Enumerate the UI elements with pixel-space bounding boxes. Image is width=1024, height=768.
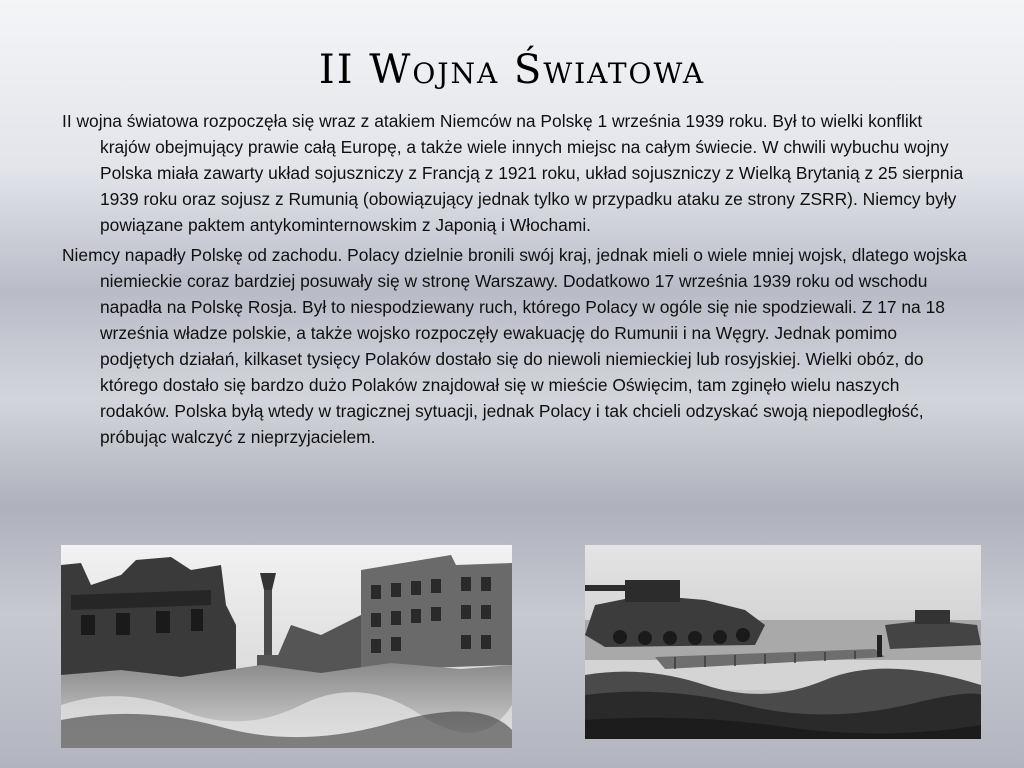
photo-warsaw-ruins: [61, 545, 512, 748]
paragraph-invasion: Niemcy napadły Polskę od zachodu. Polacy dzielnie bronili swój kraj, jednak mieli o wiele mniej wojsk, dlatego wojska niemieckie coraz bardziej posuwały się w stronę Warszawy. Dodatkowo 17 września 1939 roku od wschodu napadła na Polskę Rosja. Był to niespodziewany ruch, którego Polacy w ogóle się nie spodziewali. Z 17 na 18 września władze polskie, a także wojsko rozpoczęły ewakuację do Rumunii i na Węgry. Jednak pomimo podjętych działań, kilkaset tysięcy Polaków dostało się do niewoli niemieckiej lub rosyjskiej. Wielki obóz, do którego dostało się bardzo dużo Polaków znajdował się w mieście Oświęcim, tam zginęło wielu naszych rodaków. Polska byłą wtedy w tragicznej sytuacji, jednak Polacy i tak chcieli odzyskać swoją niepodległość, próbując walczyć z nieprzyjacielem.: [62, 245, 967, 447]
paragraph-outbreak: II wojna światowa rozpoczęła się wraz z atakiem Niemców na Polskę 1 września 1939 roku. Był to wielki konflikt krajów obejmujący prawie całą Europę, a także wiele innych miejsc na całym świecie. W chwili wybuchu wojny Polska miała zawarty układ sojuszniczy z Francją z 1921 roku, układ sojuszniczy z Wielką Brytanią z 25 sierpnia 1939 roku oraz sojusz z Rumunią (obowiązujący jednak tylko w przypadku ataku ze strony ZSRR). Niemcy były powiązane paktem antykominternowskim z Japonią i Włochami.: [62, 111, 964, 235]
photo-tanks: [585, 545, 981, 739]
slide-title: II Wojna Światowa: [318, 47, 706, 93]
slide-body: [62, 108, 967, 454]
